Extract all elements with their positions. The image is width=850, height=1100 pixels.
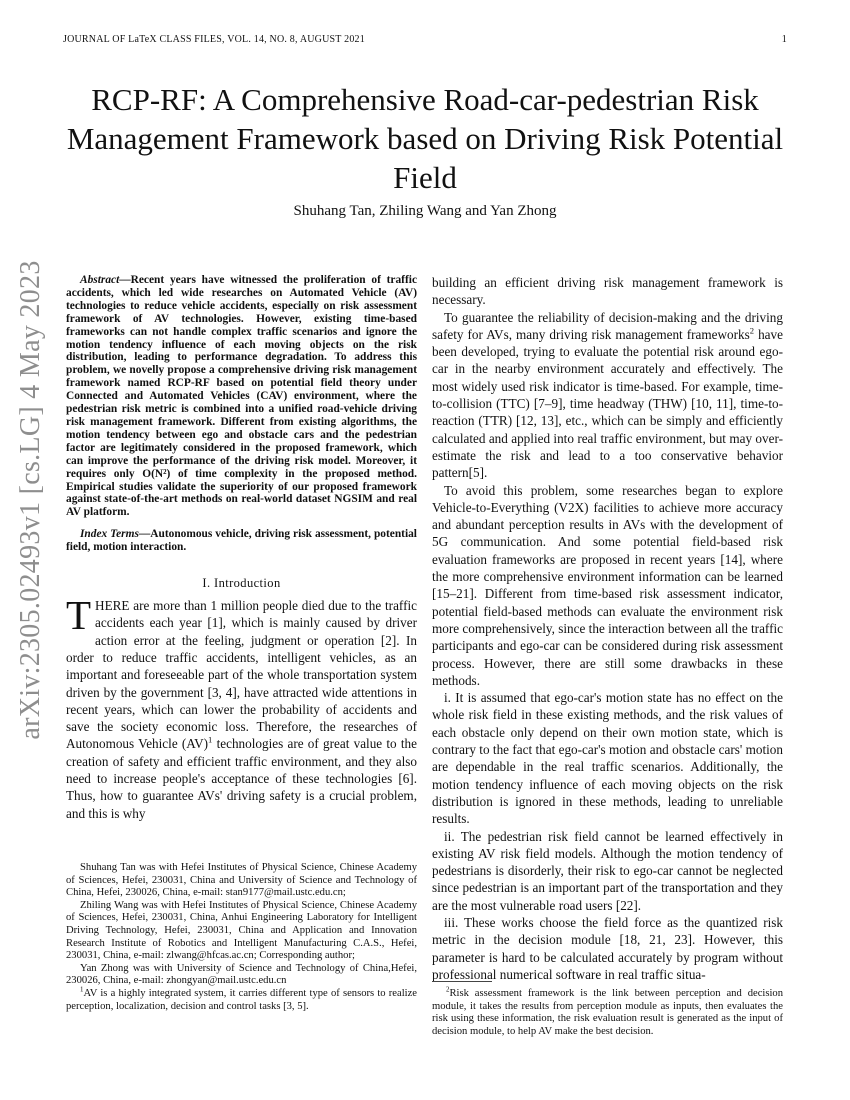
affiliation-wang: Zhiling Wang was with Hefei Institutes of Physical Science, Chinese Academy of Sciences, Hefei, 230031, China, Anhui Engineering Laboratory for Intelligent Driving Technology, Hefei, 230031, China and Application and Innovation Research Institute of Robotics and Intelligent Manufacturing C.A.S., Hefei, 230031, China, e-mail: zlwang@hfcas.ac.cn; Corresponding author; <box>66 899 417 962</box>
right-column <box>432 274 783 983</box>
running-header <box>63 34 787 48</box>
footnotes-right <box>432 988 783 1038</box>
index-terms <box>66 528 417 554</box>
footnote-1 <box>66 988 417 1013</box>
intro-p1-text-b: technologies are of great value to the creation of safety and efficient traffic environment, and they also need to increase people's acceptance of these technologies [6]. Thus, how to guarantee AVs' driving safety is a crucial problem, and this is why <box>66 736 417 821</box>
intro-paragraph-1 <box>66 592 417 822</box>
footnote-rule <box>432 981 492 982</box>
footnote-2 <box>432 988 783 1038</box>
abstract <box>66 274 417 519</box>
journal-header: JOURNAL OF LaTeX CLASS FILES, VOL. 14, NO. 8, AUGUST 2021 <box>63 34 365 45</box>
footnote-2-text: Risk assessment framework is the link between perception and decision module, it takes the results from perception module as inputs, then evaluates the risk using these information, the risk evaluation result is generated as the input of decision module, to help AV make the best decision. <box>432 988 783 1037</box>
intro-paragraph-3: To avoid this problem, some researches began to explore Vehicle-to-Everything (V2X) facilities to achieve more accuracy and abundant perception results in AVs with the development of 5G communication. And some potential field-based risk evaluation frameworks are proposed in recent years [14], where the more comprehensive environment information can be learned [15–21]. Different from time-based risk assessment indicator, potential field-based methods can evaluate the environment risk more comprehensively, since the interaction between all the traffic participants and ego-car can be considered during risk assessment process. However, there are still some drawbacks in these methods. <box>432 482 783 688</box>
intro-p1-text-a: are more than 1 million people died due to the traffic accidents each year [1], which is mainly caused by driver action error at the feeling, judgment or operation [2]. In order to reduce traffic accidents, intelligent vehicles, as an important and foreseeable part of the whole transportation system driven by the government [3, 4], have attracted wide attentions in recent years, which can lower the probability of accidents and save the society economic loss. Therefore, the researches of Autonomous Vehicle (AV) <box>66 598 417 752</box>
footnote-ref-1: 1 <box>208 735 213 746</box>
left-column <box>66 274 417 822</box>
page-number: 1 <box>781 34 787 45</box>
footnote-1-mark: 1 <box>80 986 84 994</box>
lead-caps: HERE <box>95 598 130 614</box>
intro-paragraph-6: iii. These works choose the field force as the quantized risk metric in the decision module [18, 21, 23]. However, this parameter is hard to be calculated accurately by program without professional numerical software in real traffic situa- <box>432 914 783 982</box>
footnote-1-text: AV is a highly integrated system, it carries different type of sensors to realize perception, localization, decision and control tasks [3, 5]. <box>66 987 417 1012</box>
footnote-ref-2: 2 <box>749 325 755 336</box>
index-terms-text: —Autonomous vehicle, driving risk assessment, potential field, motion interaction. <box>66 528 417 554</box>
paper-title: RCP-RF: A Comprehensive Road-car-pedestrian Risk Management Framework based on Driving Risk Potential Field <box>66 82 784 195</box>
abstract-text: —Recent years have witnessed the proliferation of traffic accidents, which led wide researches on Automated Vehicle (AV) technologies to reduce vehicle accidents, especially on risk assessment framework of AV technologies. However, existing time-based frameworks can not handle complex traffic scenarios and ignore the motion tendency influence of each moving objects on the risk distribution, leading to performance degradation. To address this problem, we novelly propose a comprehensive driving risk management framework named RCP-RF based on potential field theory under Connected and Automated Vehicles (CAV) environment, where the pedestrian risk metric is combined into a unified road-vehicle driving risk management framework. Different from existing algorithms, the motion tendency between ego and obstacle cars and the pedestrian factor are legitimately considered in the proposed framework, which can improve the performance of the driving risk model. Moreover, it requires only O(N²) of time complexity in the proposed method. Empirical studies validate the superiority of our proposed framework against state-of-the-art methods on real-world dataset NGSIM and real AV platform. <box>66 274 417 519</box>
affiliation-zhong: Yan Zhong was with University of Science and Technology of China,Hefei, 230026, China, e-mail: zhongyan@mail.ustc.edu.cn <box>66 962 417 987</box>
arxiv-sidebar <box>6 260 56 740</box>
abstract-label: Abstract <box>80 274 120 286</box>
section-heading: I. Introduction <box>202 576 281 591</box>
intro-paragraph-4: i. It is assumed that ego-car's motion state has no effect on the whole risk field in these existing methods, and the risk values of each obstacle only depend on their own motion state, which is contrary to the fact that ego-car's motion and obstacle cars' motion are dependable in the real traffic scenarios. Additionally, the motion tendency influence of each moving objects on the risk distribution is ignored in these methods, leading to unreliable results. <box>432 690 783 827</box>
intro-paragraph-5: ii. The pedestrian risk field cannot be learned effectively in existing AV risk field models. Although the motion tendency of pedestrians is disorderly, their risk to ego-car cannot be neglected since pedestrian is an important part of the transportation and they are the most vulnerable road users [22]. <box>432 828 783 913</box>
intro-p2-text-a: To guarantee the reliability of decision-making and the driving safety for AVs, many driving risk management frameworks <box>432 309 783 342</box>
paper-authors: Shuhang Tan, Zhiling Wang and Yan Zhong <box>293 203 557 219</box>
footnote-2-mark: 2 <box>446 986 450 994</box>
drop-cap: T <box>66 592 92 639</box>
intro-continuation: building an efficient driving risk management framework is necessary. <box>432 275 783 308</box>
intro-p2-text-b: have been developed, trying to evaluate the potential risk around ego-car in the nearby environment accurately and effectively. The most widely used risk indicator is time-based. For example, time-to-collision (TTC) [7–9], time headway (THW) [10, 11], time-to-reaction (TTR) [12, 13], etc., which can be simply and efficiently calculated and applied into real traffic environment, but may over-estimate the risk and lead to a too conservative behavior pattern[5]. <box>432 326 783 481</box>
arxiv-identifier: arXiv:2305.02493v1 [cs.LG] 4 May 2023 <box>15 260 46 740</box>
affiliation-tan: Shuhang Tan was with Hefei Institutes of Physical Science, Chinese Academy of Sciences, Hefei, 230031, China and University of Science and Technology of China, Hefei, 230026, China, e-mail: stan9177@mail.ustc.edu.cn; <box>66 862 417 899</box>
footnotes-left <box>66 862 417 1013</box>
intro-paragraph-2 <box>432 309 783 482</box>
index-terms-label: Index Terms <box>80 528 139 541</box>
